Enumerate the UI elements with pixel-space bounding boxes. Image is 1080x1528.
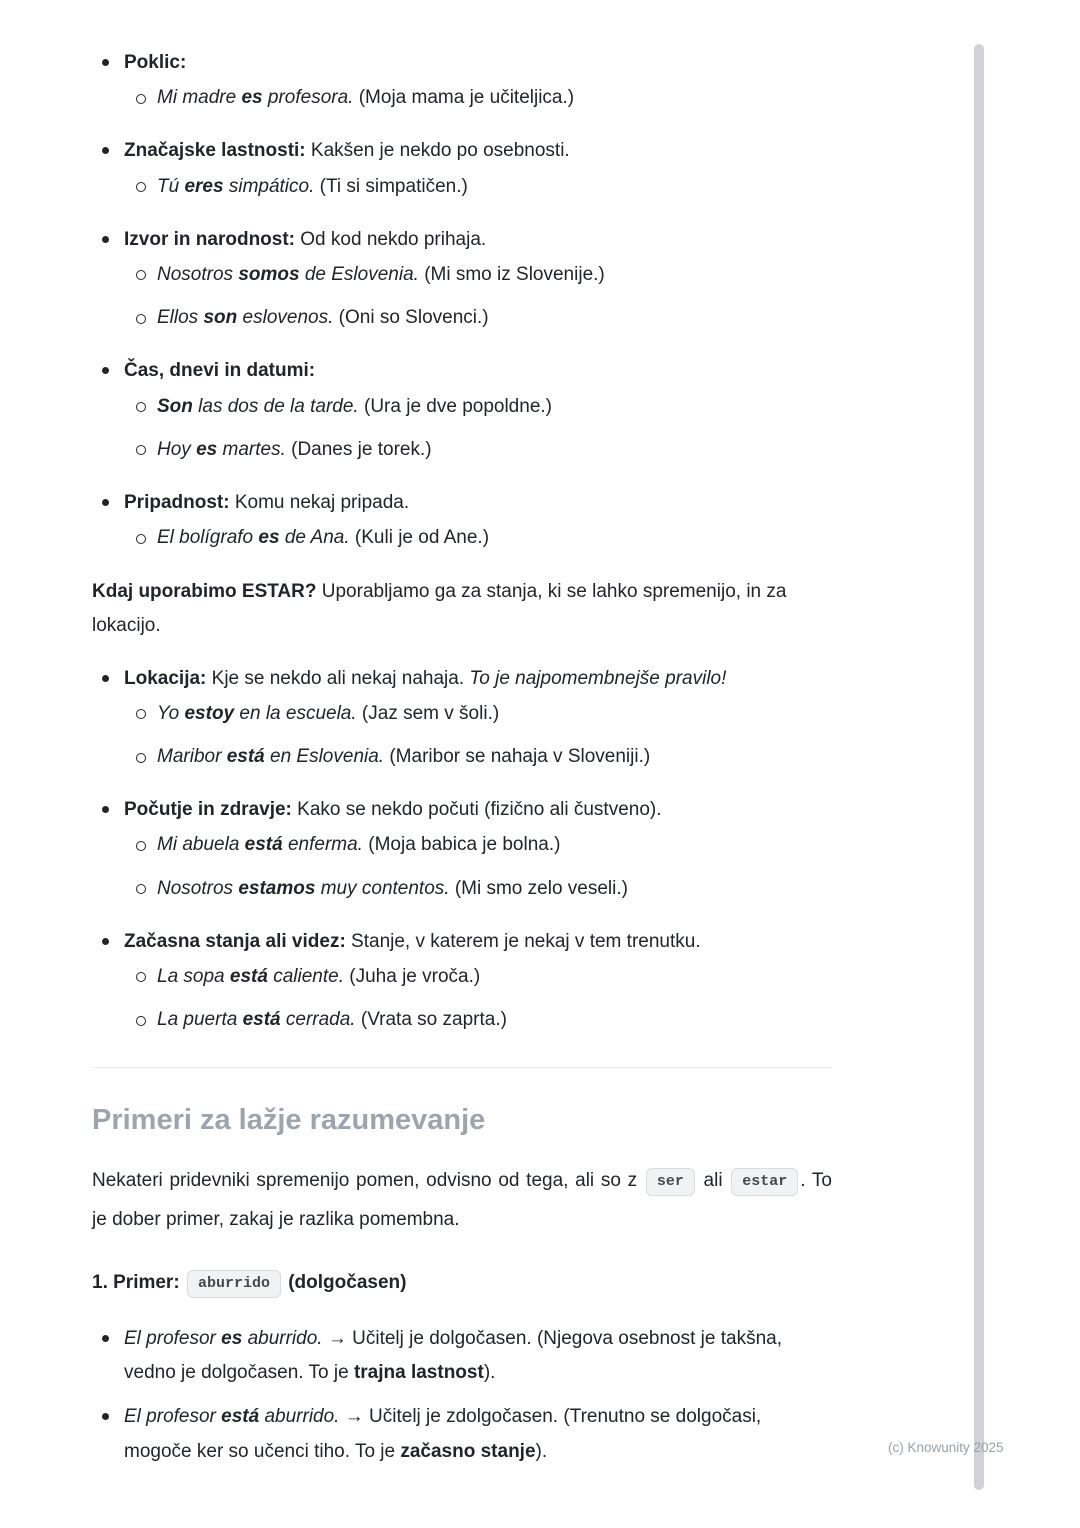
- sub-list-item: [124, 390, 832, 424]
- sub-list-item: [124, 697, 832, 731]
- sub-list-item: [124, 828, 832, 862]
- text-run: (Juha je vroča.): [343, 965, 481, 987]
- sub-list-item: [124, 81, 832, 115]
- text-run: La sopa: [157, 965, 230, 987]
- sub-list-item-text: [157, 301, 832, 335]
- text-run: ).: [483, 1362, 496, 1384]
- sub-bullet-list: [124, 81, 832, 115]
- text-run: Nosotros: [157, 877, 239, 899]
- list-item: [92, 46, 832, 115]
- text-run: está: [229, 965, 268, 987]
- text-run: está: [226, 746, 265, 767]
- text-run: . To je dober primer, zakaj je razlika pomembna.: [92, 1170, 832, 1230]
- sub-list-item: [124, 170, 832, 204]
- sub-bullet-list: [124, 390, 832, 467]
- text-run: (Moja mama je učiteljica.): [353, 87, 575, 109]
- text-run: somos: [238, 263, 300, 285]
- inline-code: aburrido: [187, 1270, 281, 1298]
- text-run: Ellos: [157, 307, 204, 329]
- text-run: Kje se nekdo ali nekaj nahaja.: [206, 667, 470, 689]
- text-run: La puerta: [157, 1009, 243, 1031]
- text-run: El bolígrafo: [157, 527, 259, 549]
- text-run: 1. Primer:: [92, 1271, 180, 1293]
- text-run: Kdaj uporabimo ESTAR?: [92, 581, 317, 603]
- text-run: estamos: [238, 877, 316, 899]
- text-run: las dos de la tarde.: [192, 395, 359, 417]
- list-item-text: [124, 662, 832, 696]
- sub-list-item: [124, 258, 832, 292]
- sub-list-item-text: [157, 433, 832, 467]
- text-run: son: [203, 307, 238, 329]
- text-run: Tú: [157, 175, 185, 197]
- text-run: Počutje in zdravje:: [124, 799, 292, 821]
- list-item-text: [124, 134, 832, 168]
- text-run: (Jaz sem v šoli.): [356, 702, 500, 724]
- inline-code: ser: [646, 1168, 695, 1196]
- text-run: cerrada.: [280, 1009, 356, 1031]
- sub-list-item-text: [157, 697, 832, 731]
- text-run: trajna lastnost: [353, 1362, 484, 1384]
- text-run: aburrido.: [259, 1406, 340, 1428]
- list-item: [92, 793, 832, 906]
- text-run: en la escuela.: [234, 702, 357, 724]
- text-run: Mi madre: [157, 87, 242, 109]
- sub-list-item-text: [157, 521, 832, 555]
- text-run: (Mi smo iz Slovenije.): [418, 263, 605, 285]
- text-run: (Ura je dve popoldne.): [358, 395, 552, 417]
- text-run: ).: [535, 1440, 548, 1462]
- text-run: (Moja babica je bolna.): [362, 834, 561, 856]
- sub-bullet-list: [124, 960, 832, 1037]
- bullet-list: [92, 46, 832, 555]
- sub-bullet-list: [124, 697, 832, 774]
- sub-list-item: [124, 1003, 832, 1037]
- text-run: enferma.: [282, 834, 363, 856]
- text-run: es: [258, 527, 280, 549]
- text-run: (Vrata so zaprta.): [355, 1009, 507, 1031]
- sub-list-item-text: [157, 872, 832, 906]
- text-run: Lokacija:: [124, 667, 207, 689]
- sub-list-item-text: [157, 1003, 832, 1037]
- text-run: → Učitelj je zdolgočasen. (Trenutno se dolgočasi, mogoče ker so učenci tiho. To je: [124, 1406, 762, 1462]
- text-run: muy contentos.: [315, 877, 450, 899]
- list-item-text: [124, 925, 832, 959]
- list-item: [92, 1322, 832, 1390]
- text-run: eres: [184, 175, 224, 197]
- text-run: Značajske lastnosti:: [124, 140, 306, 162]
- text-run: Pripadnost:: [124, 491, 230, 513]
- text-run: caliente.: [267, 965, 344, 987]
- text-run: začasno stanje: [400, 1440, 536, 1462]
- sub-list-item-text: [157, 258, 832, 292]
- text-run: es: [221, 1328, 243, 1350]
- sub-list-item-text: [157, 740, 832, 774]
- sub-bullet-list: [124, 828, 832, 905]
- watermark: (c) Knowunity 2025: [888, 1440, 1004, 1455]
- list-item: [92, 134, 832, 203]
- text-run: Komu nekaj pripada.: [229, 491, 410, 513]
- text-run: [180, 1272, 185, 1293]
- text-run: Začasna stanja ali videz:: [124, 930, 346, 952]
- list-item-text: [124, 793, 832, 827]
- text-run: en Eslovenia.: [264, 746, 385, 767]
- list-item: [92, 925, 832, 1038]
- text-run: (Mi smo zelo veseli.): [449, 877, 628, 899]
- paragraph: [92, 1162, 832, 1240]
- text-run: Stanje, v katerem je nekaj v tem trenutku.: [345, 930, 701, 952]
- sub-list-item-text: [157, 170, 832, 204]
- text-run: es: [241, 87, 263, 109]
- list-item: [92, 354, 832, 467]
- text-run: Čas, dnevi in datumi:: [124, 360, 316, 382]
- text-run: es: [196, 438, 218, 460]
- text-run: Kako se nekdo počuti (fizično ali čustveno).: [291, 799, 662, 821]
- text-run: Mi abuela: [157, 834, 245, 856]
- paragraph: [92, 575, 832, 643]
- sub-list-item: [124, 740, 832, 774]
- document-content: [92, 46, 832, 1469]
- bullet-list: [92, 662, 832, 1038]
- list-item-text: [124, 486, 832, 520]
- sub-list-item-text: [157, 81, 832, 115]
- text-run: de Eslovenia.: [299, 263, 419, 285]
- bullet-list: [92, 1322, 832, 1469]
- text-run: profesora.: [262, 87, 354, 109]
- text-run: está: [244, 834, 283, 856]
- text-run: de Ana.: [279, 527, 350, 549]
- text-run: Hoy: [157, 438, 197, 460]
- text-run: Kakšen je nekdo po osebnosti.: [305, 140, 570, 162]
- sub-list-item-text: [157, 828, 832, 862]
- divider: [92, 1067, 832, 1068]
- paragraph: [92, 1266, 832, 1300]
- text-run: (Oni so Slovenci.): [333, 307, 489, 329]
- list-item: [92, 486, 832, 555]
- list-item: [92, 1400, 832, 1468]
- text-run: Uporabljamo ga za stanja, ki se lahko spremenijo, in za lokacijo.: [92, 581, 787, 637]
- list-item-text: [124, 1322, 832, 1390]
- text-run: está: [221, 1406, 260, 1428]
- text-run: → Učitelj je dolgočasen. (Njegova osebnost je takšna, vedno je dolgočasen. To je: [124, 1328, 782, 1384]
- text-run: Nekateri pridevniki spremenijo pomen, odvisno od tega, ali so z: [92, 1170, 644, 1191]
- text-run: El profesor: [124, 1406, 222, 1428]
- list-item-text: [124, 223, 832, 257]
- text-run: (Danes je torek.): [285, 438, 432, 460]
- sub-list-item: [124, 433, 832, 467]
- text-run: (Ti si simpatičen.): [314, 175, 468, 197]
- text-run: Yo: [157, 702, 185, 724]
- sub-list-item: [124, 521, 832, 555]
- text-run: eslovenos.: [237, 307, 334, 329]
- text-run: Izvor in narodnost:: [124, 228, 295, 250]
- text-run: Son: [157, 395, 193, 417]
- text-run: To je najpomembnejše pravilo!: [469, 667, 727, 689]
- text-run: El profesor: [124, 1328, 222, 1350]
- text-run: está: [242, 1009, 281, 1031]
- list-item: [92, 662, 832, 775]
- text-run: ali: [696, 1170, 730, 1191]
- list-item-text: [124, 1400, 832, 1468]
- sub-list-item: [124, 301, 832, 335]
- sub-bullet-list: [124, 258, 832, 335]
- text-run: Od kod nekdo prihaja.: [295, 228, 487, 250]
- list-item-text: [124, 354, 832, 388]
- list-item-text: [124, 46, 832, 80]
- scrollbar-thumb[interactable]: [974, 44, 984, 1490]
- sub-list-item: [124, 960, 832, 994]
- list-item: [92, 223, 832, 336]
- sub-list-item: [124, 872, 832, 906]
- text-run: estoy: [184, 702, 235, 724]
- text-run: Maribor: [157, 746, 227, 767]
- text-run: (Maribor se nahaja v Sloveniji.): [384, 746, 651, 767]
- sub-list-item-text: [157, 960, 832, 994]
- text-run: Poklic:: [124, 52, 187, 73]
- section-heading: Primeri za lažje razumevanje: [92, 1104, 486, 1137]
- sub-bullet-list: [124, 170, 832, 204]
- inline-code: estar: [731, 1168, 798, 1196]
- sub-bullet-list: [124, 521, 832, 555]
- text-run: Nosotros: [157, 263, 239, 285]
- text-run: (dolgočasen): [288, 1271, 407, 1293]
- text-run: aburrido.: [242, 1328, 323, 1350]
- text-run: simpático.: [223, 175, 315, 197]
- text-run: martes.: [217, 438, 286, 460]
- text-run: (Kuli je od Ane.): [349, 527, 490, 549]
- sub-list-item-text: [157, 390, 832, 424]
